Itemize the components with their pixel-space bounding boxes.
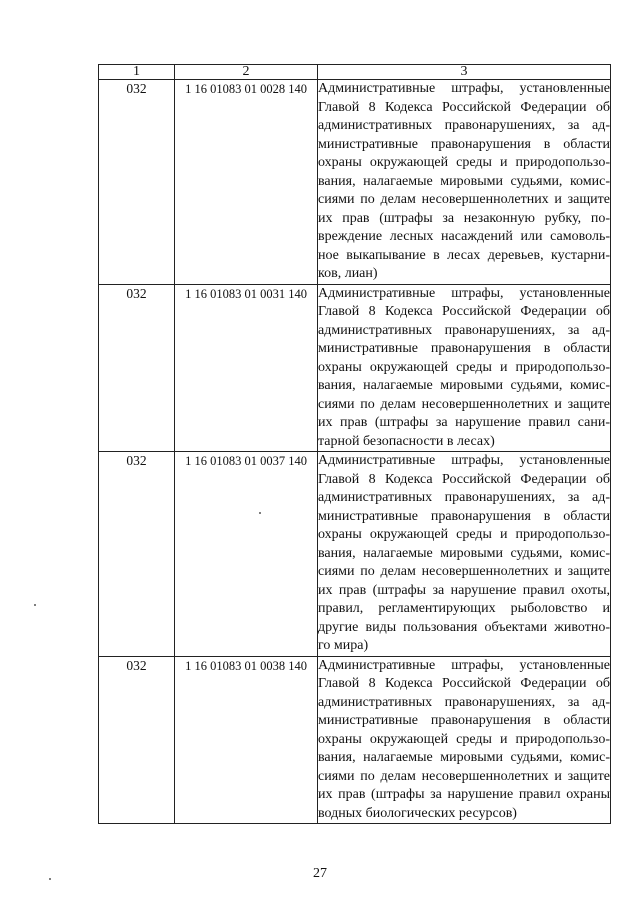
description-line: вания, налагаемые мировыми судьями, комис- xyxy=(318,750,610,765)
description-line: Административные штрафы, установленные xyxy=(318,657,610,673)
description-cell xyxy=(318,452,611,657)
description-line: министративные правонарушения в области xyxy=(318,341,610,356)
table-row xyxy=(99,80,611,285)
description-line: охраны окружающей среды и природопользо- xyxy=(318,155,610,170)
admin-code-cell: 032 xyxy=(99,656,175,824)
description-line: вания, налагаемые мировыми судьями, комис- xyxy=(318,378,610,393)
description-line: другие виды пользования объектами животно- xyxy=(318,619,610,635)
description-line: Административные штрафы, установленные xyxy=(318,285,610,301)
description-line: Административные штрафы, установленные xyxy=(318,81,610,96)
description-cell xyxy=(318,284,611,452)
fines-table xyxy=(98,64,611,824)
budget-code-cell: 1 16 01083 01 0031 140 xyxy=(175,284,318,452)
description-line: административных правонарушениях, за ад- xyxy=(318,694,610,710)
description-line: го мира) xyxy=(318,638,369,653)
description-line: административных правонарушениях, за ад- xyxy=(318,490,610,505)
description-line: административных правонарушениях, за ад- xyxy=(318,322,610,338)
budget-code-cell: 1 16 01083 01 0028 140 xyxy=(175,80,318,285)
description-line: сиями по делам несовершеннолетних и защите xyxy=(318,396,610,412)
description-line: ное выкапывание в лесах деревьев, кустарни- xyxy=(318,247,610,263)
budget-code-cell: 1 16 01083 01 0037 140 xyxy=(175,452,318,657)
table-body xyxy=(99,80,611,824)
scan-speck xyxy=(34,604,36,606)
description-line: Главой 8 Кодекса Российской Федерации об xyxy=(318,304,610,319)
description-line: вания, налагаемые мировыми судьями, комис- xyxy=(318,545,610,561)
description-line: ков, лиан) xyxy=(318,266,378,281)
description-line: министративные правонарушения в области xyxy=(318,508,610,524)
column-header-1: 1 xyxy=(99,65,175,80)
description-line: тарной безопасности в лесах) xyxy=(318,433,495,449)
description-cell xyxy=(318,656,611,824)
description-line: административных правонарушениях, за ад- xyxy=(318,118,610,133)
description-line: их прав (штрафы за нарушение правил охоты, xyxy=(318,582,610,598)
admin-code-cell: 032 xyxy=(99,452,175,657)
scan-speck xyxy=(259,512,261,514)
table-row xyxy=(99,656,611,824)
description-line: сиями по делам несовершеннолетних и защите xyxy=(318,192,610,207)
description-line: водных биологических ресурсов) xyxy=(318,805,517,821)
column-header-2: 2 xyxy=(175,65,318,80)
description-line: Главой 8 Кодекса Российской Федерации об xyxy=(318,99,610,115)
description-line: сиями по делам несовершеннолетних и защите xyxy=(318,564,610,579)
column-header-3: 3 xyxy=(318,65,611,80)
description-line: Главой 8 Кодекса Российской Федерации об xyxy=(318,471,610,487)
table-header-row xyxy=(99,65,611,80)
description-line: Административные штрафы, установленные xyxy=(318,453,610,468)
description-line: вреждение лесных насаждений или самоволь- xyxy=(318,229,610,244)
description-line: министративные правонарушения в области xyxy=(318,713,610,728)
page-number: 27 xyxy=(313,866,327,881)
admin-code-cell: 032 xyxy=(99,284,175,452)
description-line: Главой 8 Кодекса Российской Федерации об xyxy=(318,676,610,691)
description-line: сиями по делам несовершеннолетних и защите xyxy=(318,768,610,784)
description-line: охраны окружающей среды и природопользо- xyxy=(318,359,610,375)
description-line: их прав (штрафы за нарушение правил сани- xyxy=(318,415,610,430)
description-line: министративные правонарушения в области xyxy=(318,136,610,152)
admin-code-cell: 032 xyxy=(99,80,175,285)
table-row xyxy=(99,452,611,657)
description-line: охраны окружающей среды и природопользо- xyxy=(318,731,610,747)
table-row xyxy=(99,284,611,452)
description-line: вания, налагаемые мировыми судьями, комис- xyxy=(318,173,610,189)
scan-speck xyxy=(49,878,51,880)
budget-code-cell: 1 16 01083 01 0038 140 xyxy=(175,656,318,824)
description-line: их прав (штрафы за нарушение правил охраны xyxy=(318,787,610,802)
description-line: их прав (штрафы за незаконную рубку, по- xyxy=(318,210,610,226)
description-line: правил, регламентирующих рыболовство и xyxy=(318,601,610,616)
description-line: охраны окружающей среды и природопользо- xyxy=(318,527,610,542)
description-cell xyxy=(318,80,611,285)
